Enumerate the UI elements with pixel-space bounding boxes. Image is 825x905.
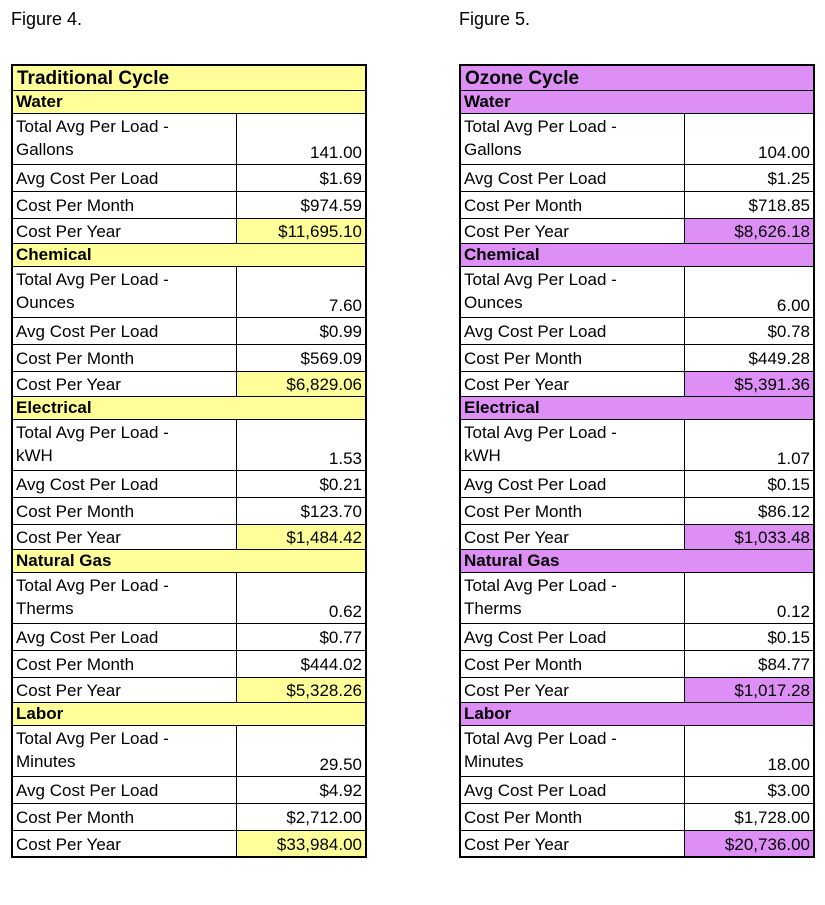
row-label: Cost Per Month bbox=[461, 345, 685, 371]
row-value: 0.62 bbox=[328, 602, 362, 621]
row-value: 1.53 bbox=[328, 449, 362, 468]
row-label bbox=[13, 573, 237, 623]
row-label: Cost Per Year bbox=[461, 831, 685, 856]
row-label: Cost Per Year bbox=[461, 372, 685, 396]
section-header: Electrical bbox=[13, 397, 365, 420]
row-label: Avg Cost Per Load bbox=[13, 318, 237, 344]
table-row bbox=[461, 777, 813, 804]
table-row bbox=[13, 114, 365, 165]
row-label: Cost Per Year bbox=[461, 525, 685, 549]
row-label bbox=[13, 267, 237, 317]
table-row bbox=[13, 372, 365, 397]
table-title: Ozone Cycle bbox=[461, 66, 813, 91]
section-header: Natural Gas bbox=[13, 550, 365, 573]
row-label bbox=[13, 420, 237, 470]
row-label bbox=[461, 726, 685, 776]
row-value: $0.99 bbox=[319, 322, 362, 341]
row-value: $0.77 bbox=[319, 628, 362, 647]
row-value: $449.28 bbox=[748, 349, 810, 368]
row-unit: Minutes bbox=[16, 752, 76, 771]
yearly-cost-value: $8,626.18 bbox=[685, 219, 813, 243]
table-row bbox=[13, 804, 365, 831]
row-label-text: Total Avg Per Load - bbox=[16, 117, 169, 136]
table-row bbox=[13, 420, 365, 471]
row-label: Cost Per Month bbox=[461, 651, 685, 677]
section-header: Electrical bbox=[461, 397, 813, 420]
row-label: Cost Per Month bbox=[13, 498, 237, 524]
row-label: Cost Per Month bbox=[13, 651, 237, 677]
row-label: Avg Cost Per Load bbox=[13, 777, 237, 803]
yearly-cost-value: $1,484.42 bbox=[237, 525, 365, 549]
table-row bbox=[461, 372, 813, 397]
row-unit: Ounces bbox=[464, 293, 523, 312]
row-value: $1.25 bbox=[767, 169, 810, 188]
section-header: Labor bbox=[461, 703, 813, 726]
row-value: 7.60 bbox=[328, 296, 362, 315]
section-header: Labor bbox=[13, 703, 365, 726]
table-row bbox=[13, 726, 365, 777]
table-row bbox=[461, 726, 813, 777]
row-value: $0.21 bbox=[319, 475, 362, 494]
row-label: Avg Cost Per Load bbox=[461, 318, 685, 344]
table-row bbox=[461, 525, 813, 550]
table-row bbox=[13, 192, 365, 219]
row-value: $3.00 bbox=[767, 781, 810, 800]
section-header: Chemical bbox=[461, 244, 813, 267]
table-row bbox=[461, 114, 813, 165]
row-label: Cost Per Year bbox=[13, 831, 237, 856]
row-label-text: Total Avg Per Load - bbox=[464, 576, 617, 595]
row-value: 18.00 bbox=[767, 755, 810, 774]
yearly-cost-value: $5,391.36 bbox=[685, 372, 813, 396]
table-row bbox=[461, 318, 813, 345]
row-unit: kWH bbox=[16, 446, 53, 465]
row-label: Cost Per Year bbox=[461, 219, 685, 243]
table-row bbox=[461, 165, 813, 192]
ozone-cycle-table bbox=[459, 64, 815, 858]
row-label: Cost Per Month bbox=[13, 345, 237, 371]
row-value: $0.15 bbox=[767, 475, 810, 494]
row-value: $84.77 bbox=[758, 655, 810, 674]
row-label: Cost Per Month bbox=[13, 192, 237, 218]
row-label: Cost Per Year bbox=[461, 678, 685, 702]
table-row bbox=[13, 831, 365, 856]
row-label: Avg Cost Per Load bbox=[13, 471, 237, 497]
yearly-cost-value: $20,736.00 bbox=[685, 831, 813, 856]
row-label-text: Total Avg Per Load - bbox=[464, 423, 617, 442]
row-label: Avg Cost Per Load bbox=[461, 471, 685, 497]
table-row bbox=[13, 165, 365, 192]
row-label-text: Total Avg Per Load - bbox=[464, 729, 617, 748]
row-value: $718.85 bbox=[748, 196, 810, 215]
table-row bbox=[461, 804, 813, 831]
row-label: Cost Per Year bbox=[13, 678, 237, 702]
table-row bbox=[461, 219, 813, 244]
table-row bbox=[461, 498, 813, 525]
row-label: Cost Per Month bbox=[461, 498, 685, 524]
yearly-cost-value: $6,829.06 bbox=[237, 372, 365, 396]
table-row bbox=[13, 318, 365, 345]
row-value: $4.92 bbox=[319, 781, 362, 800]
row-label-text: Total Avg Per Load - bbox=[16, 576, 169, 595]
row-label: Cost Per Month bbox=[461, 192, 685, 218]
row-label: Cost Per Month bbox=[461, 804, 685, 830]
table-row bbox=[461, 651, 813, 678]
row-unit: Ounces bbox=[16, 293, 75, 312]
table-row bbox=[461, 420, 813, 471]
yearly-cost-value: $33,984.00 bbox=[237, 831, 365, 856]
table-row bbox=[13, 498, 365, 525]
row-label: Avg Cost Per Load bbox=[13, 624, 237, 650]
figure-4-label: Figure 4. bbox=[11, 9, 83, 29]
row-value: $444.02 bbox=[300, 655, 362, 674]
row-label: Cost Per Year bbox=[13, 372, 237, 396]
row-value: $123.70 bbox=[300, 502, 362, 521]
row-label bbox=[461, 573, 685, 623]
table-row bbox=[13, 573, 365, 624]
table-row bbox=[461, 624, 813, 651]
row-unit: Minutes bbox=[464, 752, 524, 771]
row-unit: Gallons bbox=[16, 140, 74, 159]
row-value: 141.00 bbox=[310, 143, 362, 162]
table-row bbox=[13, 777, 365, 804]
table-row bbox=[13, 678, 365, 703]
table-row bbox=[13, 471, 365, 498]
row-value: $2,712.00 bbox=[286, 808, 362, 827]
row-value: $974.59 bbox=[300, 196, 362, 215]
row-value: 104.00 bbox=[758, 143, 810, 162]
row-unit: kWH bbox=[464, 446, 501, 465]
row-value: $1.69 bbox=[319, 169, 362, 188]
table-row bbox=[461, 345, 813, 372]
table-row bbox=[461, 678, 813, 703]
row-value: $0.78 bbox=[767, 322, 810, 341]
table-row bbox=[13, 267, 365, 318]
yearly-cost-value: $11,695.10 bbox=[237, 219, 365, 243]
row-label bbox=[461, 420, 685, 470]
traditional-cycle-table bbox=[11, 64, 367, 858]
section-header: Chemical bbox=[13, 244, 365, 267]
table-row bbox=[13, 651, 365, 678]
table-row bbox=[13, 525, 365, 550]
row-label-text: Total Avg Per Load - bbox=[464, 117, 617, 136]
row-label: Cost Per Month bbox=[13, 804, 237, 830]
row-label: Cost Per Year bbox=[13, 219, 237, 243]
row-value: 6.00 bbox=[776, 296, 810, 315]
row-label bbox=[461, 114, 685, 164]
table-title: Traditional Cycle bbox=[13, 66, 365, 91]
yearly-cost-value: $1,033.48 bbox=[685, 525, 813, 549]
row-value: $569.09 bbox=[300, 349, 362, 368]
row-value: $86.12 bbox=[758, 502, 810, 521]
row-unit: Therms bbox=[16, 599, 74, 618]
table-row bbox=[461, 831, 813, 856]
table-row bbox=[461, 192, 813, 219]
section-header: Water bbox=[461, 91, 813, 114]
table-row bbox=[461, 471, 813, 498]
row-label: Cost Per Year bbox=[13, 525, 237, 549]
yearly-cost-value: $5,328.26 bbox=[237, 678, 365, 702]
row-label-text: Total Avg Per Load - bbox=[16, 423, 169, 442]
row-label-text: Total Avg Per Load - bbox=[464, 270, 617, 289]
row-label: Avg Cost Per Load bbox=[461, 777, 685, 803]
section-header: Water bbox=[13, 91, 365, 114]
table-row bbox=[13, 219, 365, 244]
figure-5-label: Figure 5. bbox=[459, 9, 531, 29]
row-value: 0.12 bbox=[776, 602, 810, 621]
row-value: 29.50 bbox=[319, 755, 362, 774]
row-unit: Gallons bbox=[464, 140, 522, 159]
section-header: Natural Gas bbox=[461, 550, 813, 573]
row-label bbox=[461, 267, 685, 317]
row-label-text: Total Avg Per Load - bbox=[16, 729, 169, 748]
yearly-cost-value: $1,017.28 bbox=[685, 678, 813, 702]
row-value: $1,728.00 bbox=[734, 808, 810, 827]
row-label-text: Total Avg Per Load - bbox=[16, 270, 169, 289]
table-row bbox=[13, 345, 365, 372]
row-label: Avg Cost Per Load bbox=[461, 624, 685, 650]
table-row bbox=[461, 573, 813, 624]
row-label bbox=[13, 114, 237, 164]
row-value: 1.07 bbox=[776, 449, 810, 468]
row-label: Avg Cost Per Load bbox=[461, 165, 685, 191]
row-label: Avg Cost Per Load bbox=[13, 165, 237, 191]
table-row bbox=[13, 624, 365, 651]
row-label bbox=[13, 726, 237, 776]
row-unit: Therms bbox=[464, 599, 522, 618]
table-row bbox=[461, 267, 813, 318]
row-value: $0.15 bbox=[767, 628, 810, 647]
